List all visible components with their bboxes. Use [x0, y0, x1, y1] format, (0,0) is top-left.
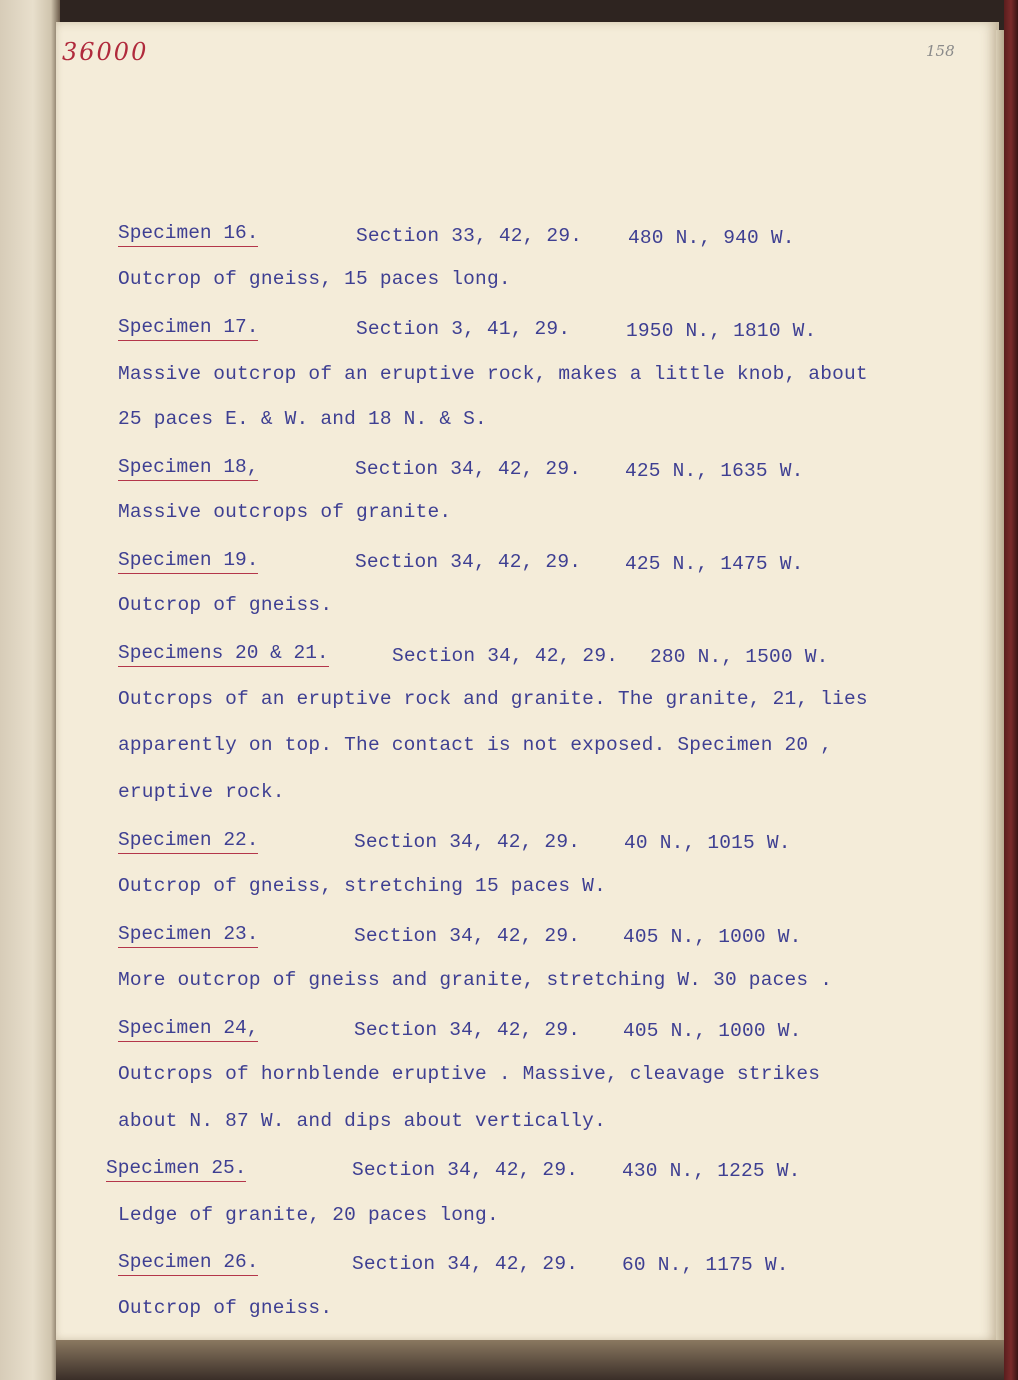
specimen-location: 280 N., 1500 W. — [650, 646, 829, 668]
specimen-location: 480 N., 940 W. — [628, 227, 795, 249]
page-number: 158 — [926, 42, 955, 60]
specimen-note: Outcrop of gneiss. — [118, 1297, 333, 1319]
specimen-location: 1950 N., 1810 W. — [626, 320, 817, 342]
specimen-label: Specimen 17. — [118, 316, 258, 338]
specimen-section: Section 34, 42, 29. — [354, 925, 581, 947]
specimen-location: 405 N., 1000 W. — [623, 926, 802, 948]
page-edge — [996, 30, 1004, 1340]
specimen-note: Outcrops of an eruptive rock and granite. The granite, 21, lies — [118, 688, 868, 710]
specimen-note: More outcrop of gneiss and granite, stretching W. 30 paces . — [118, 969, 833, 991]
specimen-location: 425 N., 1635 W. — [625, 460, 804, 482]
specimen-label: Specimen 19. — [118, 549, 258, 571]
accession-number: 36000 — [62, 38, 149, 66]
facing-page-bleed — [0, 170, 58, 1330]
specimen-location: 405 N., 1000 W. — [623, 1020, 802, 1042]
specimen-label: Specimen 26. — [118, 1251, 258, 1273]
specimen-label: Specimen 24, — [118, 1017, 258, 1039]
specimen-label: Specimen 22. — [118, 829, 258, 851]
specimen-section: Section 34, 42, 29. — [355, 551, 582, 573]
specimen-note: 25 paces E. & W. and 18 N. & S. — [118, 408, 487, 430]
specimen-section: Section 34, 42, 29. — [354, 1019, 581, 1041]
specimen-label: Specimen 23. — [118, 923, 258, 945]
specimen-location: 60 N., 1175 W. — [622, 1254, 789, 1276]
specimen-note: Massive outcrop of an eruptive rock, makes a little knob, about — [118, 363, 868, 385]
specimen-location: 40 N., 1015 W. — [624, 832, 791, 854]
specimen-note: Ledge of granite, 20 paces long. — [118, 1204, 499, 1226]
specimen-note: apparently on top. The contact is not exposed. Specimen 20 , — [118, 734, 833, 756]
specimen-note: Outcrop of gneiss, stretching 15 paces W. — [118, 875, 606, 897]
page-bottom-shadow — [56, 1340, 1004, 1380]
ledger-page — [56, 22, 999, 1344]
specimen-section: Section 34, 42, 29. — [352, 1159, 579, 1181]
specimen-note: Massive outcrops of granite. — [118, 501, 452, 523]
specimen-section: Section 3, 41, 29. — [356, 318, 571, 340]
specimen-section: Section 33, 42, 29. — [356, 225, 583, 247]
specimen-note: Outcrop of gneiss. — [118, 594, 333, 616]
cover-edge — [1004, 0, 1018, 1380]
specimen-section: Section 34, 42, 29. — [392, 645, 619, 667]
specimen-note: Outcrops of hornblende eruptive . Massive, cleavage strikes — [118, 1063, 821, 1085]
specimen-label: Specimen 18, — [118, 456, 258, 478]
specimen-section: Section 34, 42, 29. — [355, 458, 582, 480]
specimen-note: Outcrop of gneiss, 15 paces long. — [118, 268, 511, 290]
specimen-section: Section 34, 42, 29. — [354, 831, 581, 853]
specimen-label: Specimen 16. — [118, 222, 258, 244]
specimen-label: Specimens 20 & 21. — [118, 642, 329, 664]
specimen-section: Section 34, 42, 29. — [352, 1253, 579, 1275]
specimen-note: eruptive rock. — [118, 781, 285, 803]
specimen-location: 430 N., 1225 W. — [622, 1160, 801, 1182]
specimen-label: Specimen 25. — [106, 1157, 246, 1179]
specimen-note: about N. 87 W. and dips about vertically. — [118, 1110, 606, 1132]
specimen-location: 425 N., 1475 W. — [625, 553, 804, 575]
